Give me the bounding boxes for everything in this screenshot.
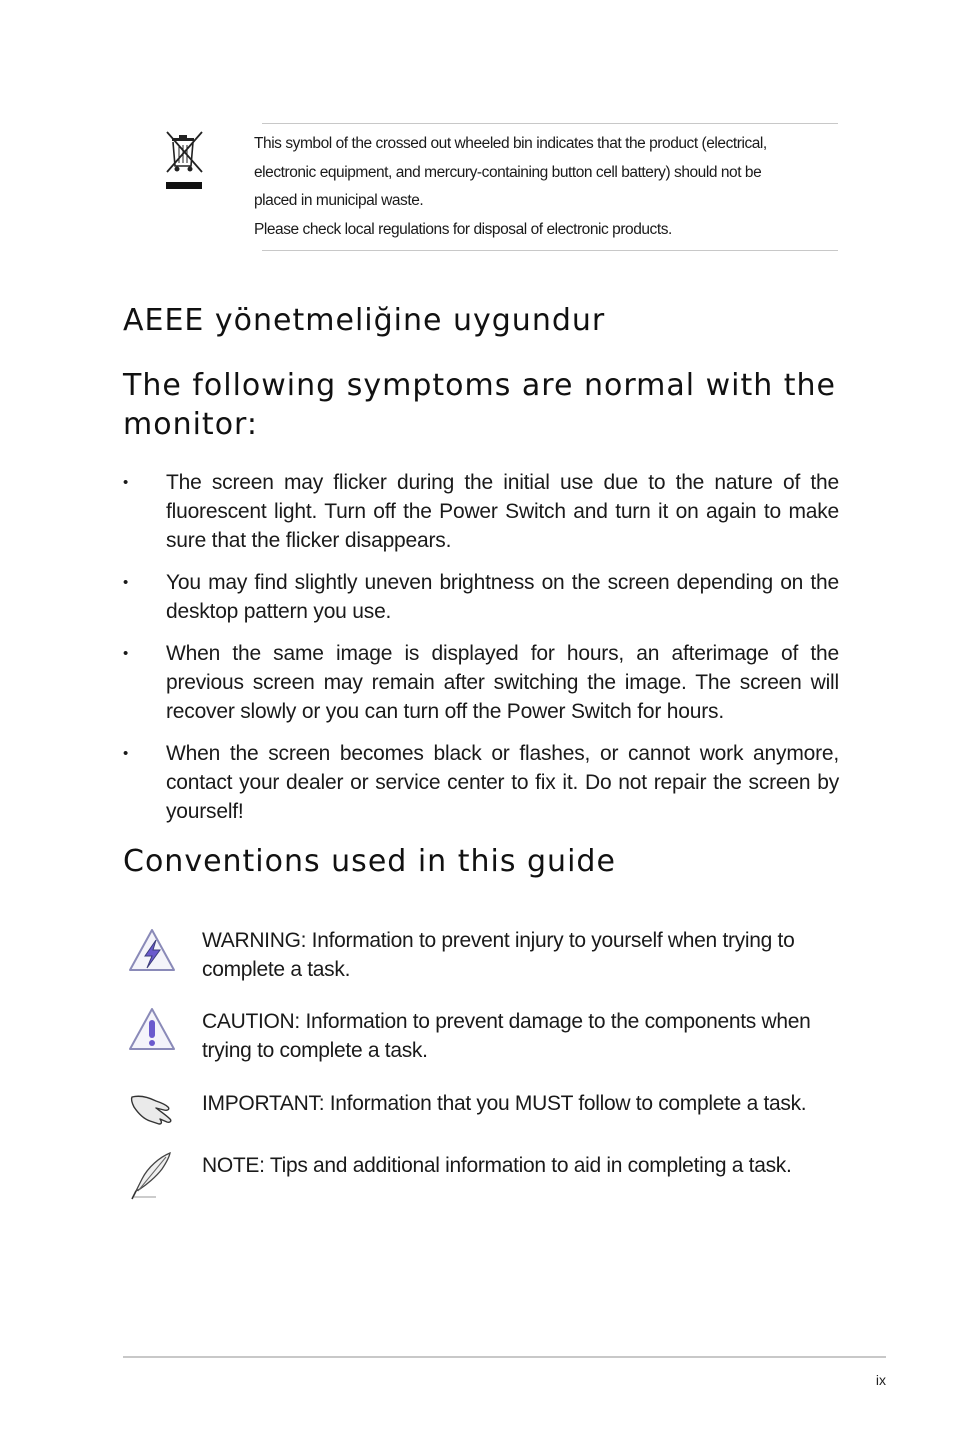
footer-divider <box>123 1356 886 1358</box>
list-item-text: When the same image is displayed for hours, an afterimage of the previous screen may remain after switching the image. The screen will recover slowly or you can turn off the Power Switch for hours. <box>166 642 839 723</box>
weee-notice-line: placed in municipal waste. <box>254 192 424 209</box>
convention-text: IMPORTANT: Information that you MUST follow to complete a task. <box>202 1092 807 1115</box>
convention-text: CAUTION: Information to prevent damage to the components when trying to complete a task. <box>202 1010 811 1062</box>
list-item <box>123 739 839 826</box>
bullet-dot: • <box>123 574 129 591</box>
weee-notice-line: electronic equipment, and mercury-containing button cell battery) should not be <box>254 163 762 181</box>
symptoms-heading: The following symptoms are normal with the monitor: <box>123 368 837 442</box>
list-item-text: You may find slightly uneven brightness on the screen depending on the desktop pattern you use. <box>166 571 839 623</box>
list-item <box>123 468 839 555</box>
caution-exclamation-icon <box>126 1007 178 1059</box>
bullet-dot: • <box>123 745 129 762</box>
bullet-dot: • <box>123 645 129 662</box>
convention-text: WARNING: Information to prevent injury to yourself when trying to complete a task. <box>202 929 795 981</box>
symptoms-list <box>123 468 839 839</box>
list-item-text: When the screen becomes black or flashes, or cannot work anymore, contact your dealer or service center to fix it. Do not repair the screen by yourself! <box>166 742 839 823</box>
aeee-heading: AEEE yönetmeliğine uygundur <box>123 303 606 338</box>
page-number: ix <box>875 1372 886 1388</box>
weee-notice-box <box>254 123 838 251</box>
list-item <box>123 639 839 726</box>
note-quill-icon <box>126 1151 178 1203</box>
warning-lightning-icon <box>126 926 178 978</box>
important-hand-icon <box>126 1089 178 1141</box>
list-item <box>123 568 839 626</box>
weee-notice-text <box>254 130 844 244</box>
weee-notice-line: This symbol of the crossed out wheeled bin indicates that the product (electrical, <box>254 135 767 152</box>
crossed-out-wheeled-bin-icon <box>160 130 206 192</box>
conventions-heading: Conventions used in this guide <box>123 844 616 879</box>
weee-notice-line: Please check local regulations for disposal of electronic products. <box>254 220 672 238</box>
convention-text: NOTE: Tips and additional information to aid in completing a task. <box>202 1154 792 1177</box>
bullet-dot: • <box>123 474 129 491</box>
list-item-text: The screen may flicker during the initial use due to the nature of the fluorescent light. Turn off the Power Switch and turn it on again to make sure that the flicker disappears. <box>166 471 839 552</box>
